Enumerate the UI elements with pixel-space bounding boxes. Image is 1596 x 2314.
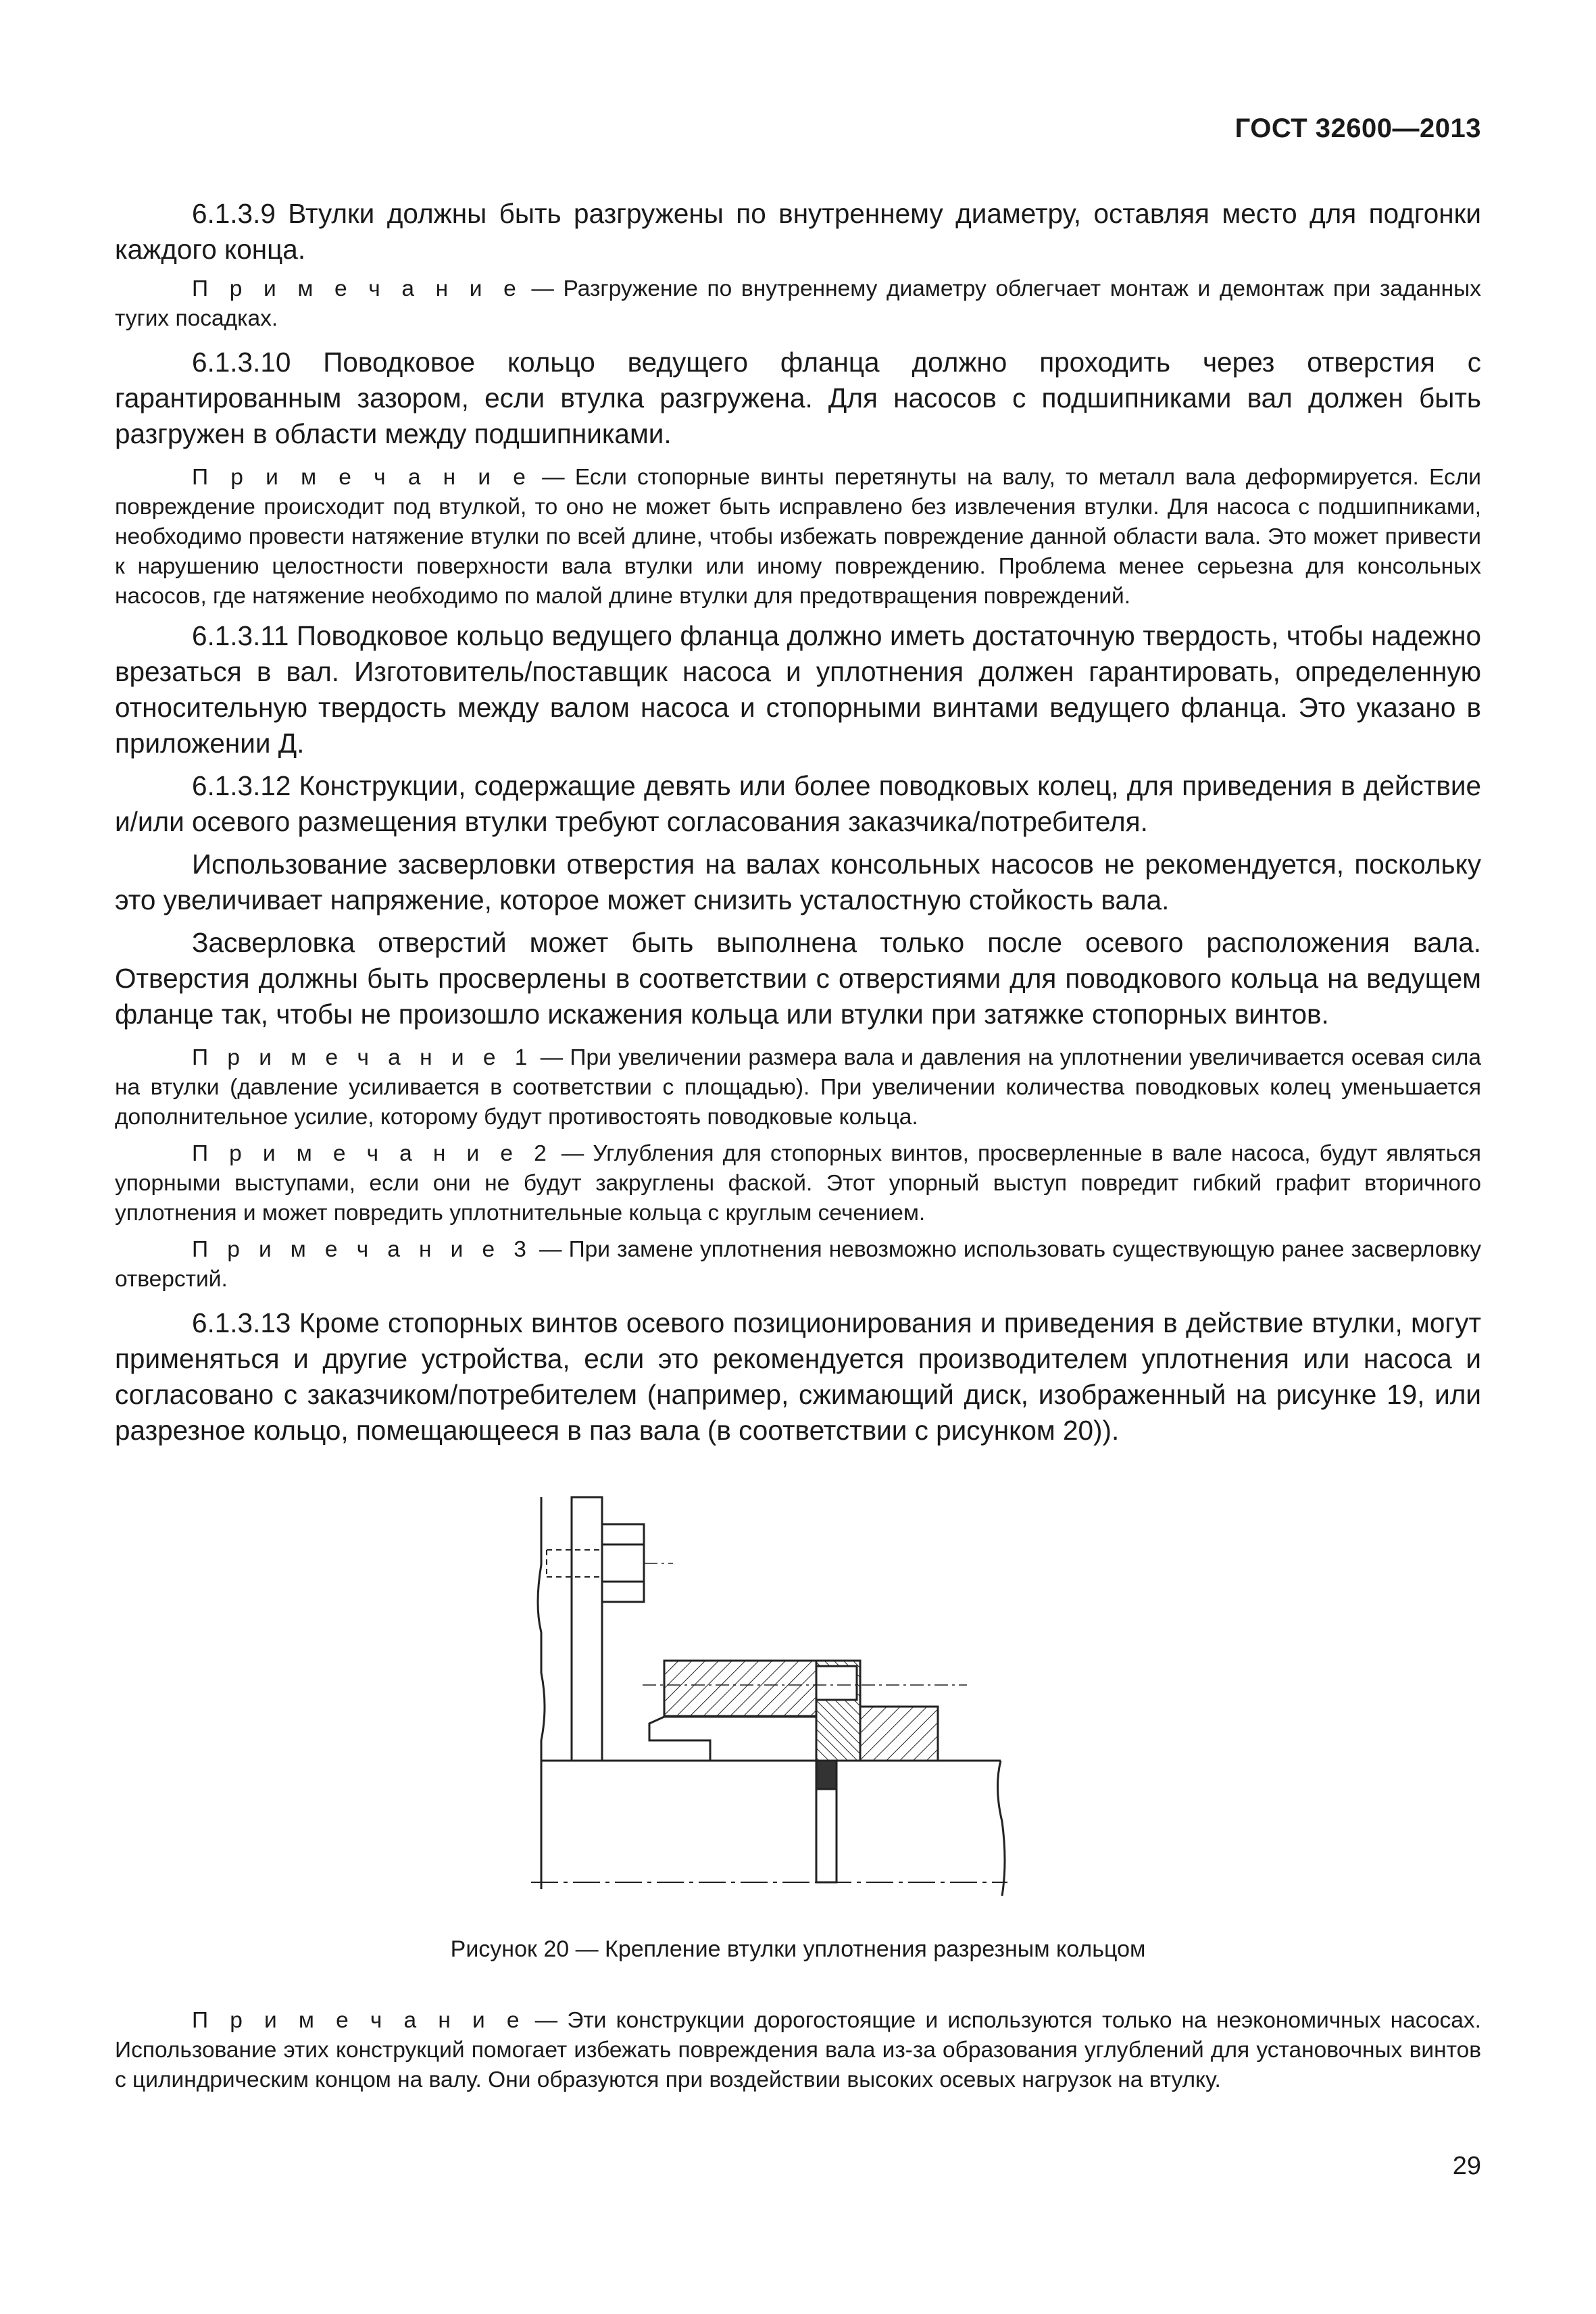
- note-text: — Разгружение по внутреннему диаметру облегчает монтаж и демонтаж при заданных тугих посадках.: [115, 276, 1481, 331]
- note-text: — При замене уплотнения невозможно использовать существующую ранее засверловку отверстий.: [115, 1237, 1482, 1292]
- note-label: П р и м е ч а н и е 2: [192, 1141, 553, 1166]
- set-screw: [816, 1666, 857, 1700]
- note-final: [115, 2006, 1481, 2095]
- clause-6-1-3-11: 6.1.3.11 Поводковое кольцо ведущего фланца должно иметь достаточную твердость, чтобы надежно врезаться в вал. Изготовитель/поставщик насоса и уплотнения должен гарантировать, определенную относительную твердость между валом насоса и стопорными винтами ведущего фланца. Это указано в приложении Д.: [115, 620, 1481, 759]
- technical-drawing: [494, 1484, 1102, 1930]
- note-label: П р и м е ч а н и е 3: [192, 1237, 532, 1262]
- note-text: — Эти конструкции дорогостоящие и используются только на неэкономичных насосах. Использование этих конструкций помогает избежать повреждения вала из-за образования углублений для установочных винтов с цилиндрическим концом на валу. Они образуются при воздействии высоких осевых нагрузок на втулку.: [115, 2008, 1481, 2092]
- gland: [860, 1707, 938, 1761]
- note-label: П р и м е ч а н и е: [192, 276, 522, 301]
- figure-caption: Рисунок 20 — Крепление втулки уплотнения разрезным кольцом: [450, 1936, 1146, 1962]
- note-setscrews: [115, 463, 1481, 611]
- clause-6-1-3-9: 6.1.3.9 Втулки должны быть разгружены по внутреннему диаметру, оставляя место для подгонки каждого конца.: [115, 198, 1481, 265]
- shaft-sleeve: [649, 1717, 816, 1761]
- note-label: П р и м е ч а н и е 1: [192, 1045, 534, 1070]
- note-text: — Углубления для стопорных винтов, просверленные в вале насоса, будут являться упорными выступами, если они не будут закруглены фаской. Этот упорный выступ повредит гибкий графит вторичного уплотнения и может повредить уплотнительные кольца с круглым сечением.: [115, 1141, 1481, 1226]
- document-header: ГОСТ 32600—2013: [1235, 114, 1481, 143]
- clause-6-1-3-10: 6.1.3.10 Поводковое кольцо ведущего фланца должно проходить через отверстия с гарантированным зазором, если втулка разгружена. Для насосов с подшипниками вал должен быть разгружен в области между подшипниками.: [115, 347, 1481, 449]
- page-body: [115, 196, 1481, 2095]
- page-number: 29: [1452, 2152, 1481, 2180]
- note-label: П р и м е ч а н и е: [192, 2008, 526, 2033]
- clause-6-1-3-12: 6.1.3.12 Конструкции, содержащие девять или более поводковых колец, для приведения в действие и/или осевого размещения втулки требуют согласования заказчика/потребителя.: [115, 770, 1481, 837]
- flange-body: [538, 1497, 545, 1761]
- note-text: — При увеличении размера вала и давления на уплотнении увеличивается осевая сила на втулки (давление усиливается в соответствии с площадью). При увеличении количества поводковых колец уменьшается дополнительное усилие, которому будут противостоять поводковые кольца.: [115, 1045, 1482, 1130]
- flange-plate: [572, 1497, 602, 1761]
- clause-6-1-3-13: 6.1.3.13 Кроме стопорных винтов осевого позиционирования и приведения в действие втулки, могут применяться и другие устройства, если это рекомендуется производителем уплотнения или насоса и согласовано с заказчиком/потребителем (например, сжимающий диск, изображенный на рисунке 19, или разрезное кольцо, помещающееся в паз вала (в соответствии с рисунком 20)).: [115, 1307, 1481, 1446]
- drive-collar: [664, 1661, 816, 1716]
- note-3: [115, 1235, 1481, 1294]
- bolt-head: [602, 1524, 644, 1602]
- note-text: — Если стопорные винты перетянуты на валу, то металл вала деформируется. Если повреждение происходит под втулкой, то оно не может быть исправлено без извлечения втулки. Для насоса с подшипниками, необходимо провести натяжение втулки по всей длине, чтобы избежать повреждение данной области вала. Это может привести к нарушению целостности поверхности вала втулки или иному повреждению. Проблема менее серьезна для консольных насосов, где натяжение необходимо по малой длине втулки для предотвращения повреждений.: [115, 465, 1481, 609]
- note-2: [115, 1139, 1481, 1228]
- paragraph-drilling-1: Использование засверловки отверстия на валах консольных насосов не рекомендуется, поскольку это увеличивает напряжение, которое может снизить усталостную стойкость вала.: [115, 849, 1481, 915]
- figure-20-drawing: [494, 1484, 1102, 1930]
- note-label: П р и м е ч а н и е: [192, 465, 532, 490]
- paragraph-drilling-2: Засверловка отверстий может быть выполнена только после осевого расположения вала. Отверстия должны быть просверлены в соответствии с отверстиями для поводкового кольца на ведущем фланце так, чтобы не произошло искажения кольца или втулки при затяжке стопорных винтов.: [115, 927, 1481, 1030]
- note-unloading: [115, 274, 1481, 334]
- note-1: [115, 1043, 1481, 1132]
